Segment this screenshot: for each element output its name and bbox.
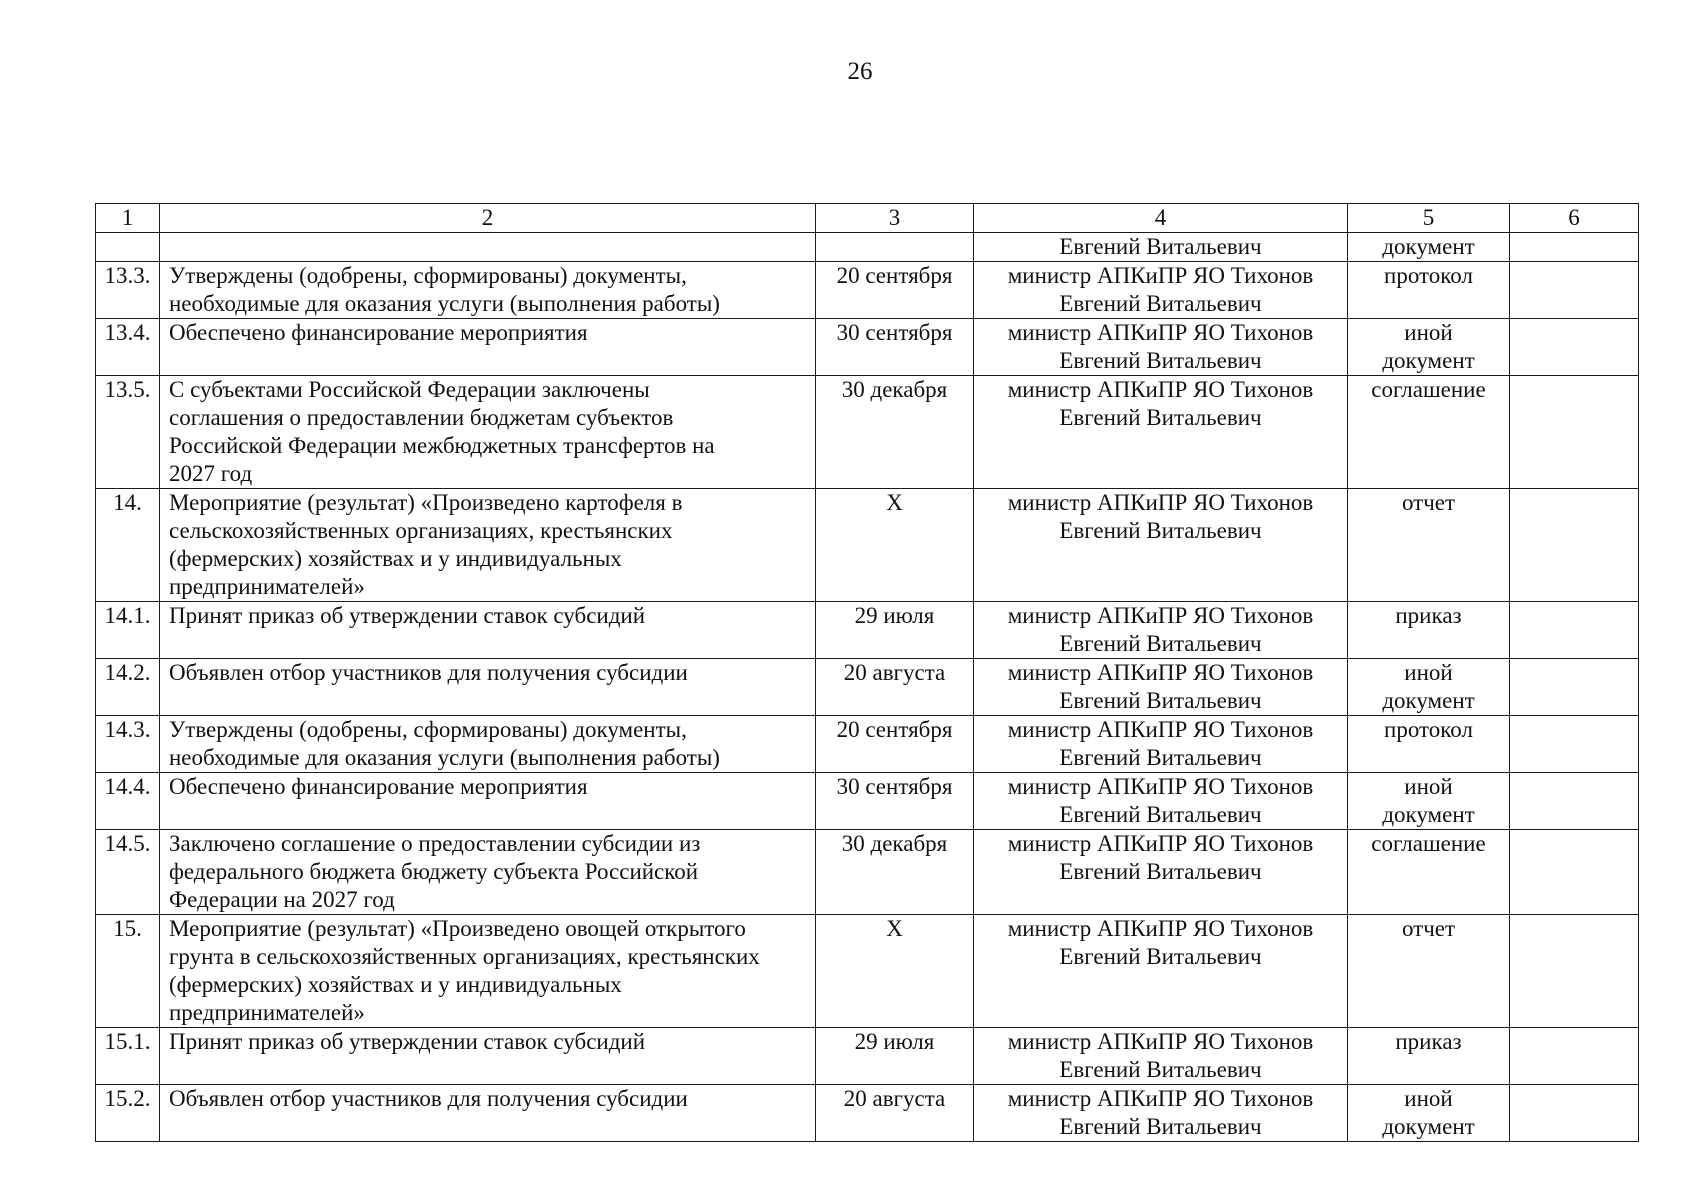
table-row (96, 376, 1639, 489)
table-row (96, 1028, 1639, 1085)
table-row (96, 233, 1639, 262)
responsible-person (974, 716, 1348, 773)
responsible-person (974, 489, 1348, 602)
row-number: 14.4. (96, 773, 160, 830)
note-cell (1510, 1085, 1639, 1142)
activity-plan-table (95, 203, 1639, 1142)
document-type-line: отчет (1401, 490, 1456, 515)
deadline-date (816, 233, 974, 262)
table-row (96, 602, 1639, 659)
document-type (1348, 319, 1510, 376)
activity-name-line: федерального бюджета бюджету субъекта Российской (169, 859, 699, 884)
document-type-line: документ (1382, 688, 1475, 713)
responsible-person-line: Евгений Витальевич (1059, 518, 1262, 543)
activity-name (160, 233, 816, 262)
row-number: 14.3. (96, 716, 160, 773)
column-header-2: 2 (160, 204, 816, 233)
activity-name (160, 262, 816, 319)
table-row (96, 830, 1639, 915)
responsible-person-line: министр АПКиПР ЯО Тихонов (1007, 660, 1314, 685)
activity-name-line: Принят приказ об утверждении ставок субсидий (169, 1029, 646, 1054)
table-row (96, 659, 1639, 716)
responsible-person-line: министр АПКиПР ЯО Тихонов (1007, 831, 1314, 856)
document-type (1348, 1085, 1510, 1142)
responsible-person-line: Евгений Витальевич (1059, 944, 1262, 969)
document-type-line: соглашение (1371, 377, 1486, 402)
activity-name (160, 915, 816, 1028)
row-number: 13.4. (96, 319, 160, 376)
row-number: 15. (96, 915, 160, 1028)
activity-name (160, 830, 816, 915)
activity-name-line: Мероприятие (результат) «Произведено картофеля в (169, 490, 683, 515)
deadline-date: 30 сентября (816, 319, 974, 376)
responsible-person (974, 262, 1348, 319)
row-number: 14.1. (96, 602, 160, 659)
responsible-person (974, 659, 1348, 716)
activity-name-line: соглашения о предоставлении бюджетам субъектов (169, 405, 674, 430)
document-type (1348, 489, 1510, 602)
deadline-date: 30 декабря (816, 376, 974, 489)
responsible-person-line: Евгений Витальевич (1059, 1057, 1262, 1082)
responsible-person-line: Евгений Витальевич (1059, 234, 1262, 259)
activity-name (160, 1028, 816, 1085)
activity-name-line: необходимые для оказания услуги (выполнения работы) (169, 291, 720, 316)
table-row (96, 915, 1639, 1028)
document-type-line: документ (1382, 1114, 1475, 1139)
column-header-3: 3 (816, 204, 974, 233)
row-number: 13.3. (96, 262, 160, 319)
note-cell (1510, 1028, 1639, 1085)
document-type-line: протокол (1384, 717, 1473, 742)
responsible-person-line: Евгений Витальевич (1059, 802, 1262, 827)
activity-name-line: (фермерских) хозяйствах и у индивидуальных (169, 972, 622, 997)
responsible-person-line: Евгений Витальевич (1059, 859, 1262, 884)
activity-name-line: необходимые для оказания услуги (выполнения работы) (169, 745, 720, 770)
responsible-person-line: Евгений Витальевич (1059, 348, 1262, 373)
activity-name-line: грунта в сельскохозяйственных организациях, крестьянских (169, 944, 760, 969)
activity-name (160, 659, 816, 716)
document-type (1348, 915, 1510, 1028)
responsible-person-line: Евгений Витальевич (1059, 405, 1262, 430)
responsible-person (974, 233, 1348, 262)
document-type-line: иной (1404, 660, 1453, 685)
responsible-person-line: министр АПКиПР ЯО Тихонов (1007, 916, 1314, 941)
document-type (1348, 659, 1510, 716)
document-type (1348, 773, 1510, 830)
responsible-person-line: Евгений Витальевич (1059, 688, 1262, 713)
responsible-person-line: Евгений Витальевич (1059, 1114, 1262, 1139)
activity-name-line: Объявлен отбор участников для получения субсидии (169, 1086, 688, 1111)
responsible-person (974, 915, 1348, 1028)
note-cell (1510, 376, 1639, 489)
document-type (1348, 716, 1510, 773)
column-header-4: 4 (974, 204, 1348, 233)
deadline-date: 20 августа (816, 659, 974, 716)
document-type (1348, 1028, 1510, 1085)
page-number: 26 (847, 58, 873, 85)
responsible-person-line: министр АПКиПР ЯО Тихонов (1007, 603, 1314, 628)
responsible-person-line: министр АПКиПР ЯО Тихонов (1007, 717, 1314, 742)
responsible-person (974, 773, 1348, 830)
deadline-date: 30 сентября (816, 773, 974, 830)
responsible-person-line: министр АПКиПР ЯО Тихонов (1007, 263, 1314, 288)
deadline-date: 29 июля (816, 602, 974, 659)
note-cell (1510, 915, 1639, 1028)
note-cell (1510, 602, 1639, 659)
responsible-person-line: Евгений Витальевич (1059, 291, 1262, 316)
deadline-date: 20 сентября (816, 716, 974, 773)
document-type (1348, 830, 1510, 915)
activity-name-line: предпринимателей» (169, 574, 365, 599)
document-type (1348, 233, 1510, 262)
responsible-person-line: Евгений Витальевич (1059, 631, 1262, 656)
document-type-line: протокол (1384, 263, 1473, 288)
activity-name (160, 716, 816, 773)
activity-name-line: Обеспечено финансирование мероприятия (169, 320, 588, 345)
deadline-date: 20 сентября (816, 262, 974, 319)
responsible-person (974, 1085, 1348, 1142)
activity-name-line: Обеспечено финансирование мероприятия (169, 774, 588, 799)
activity-name (160, 376, 816, 489)
document-type-line: иной (1404, 774, 1453, 799)
table-row (96, 262, 1639, 319)
row-number: 14. (96, 489, 160, 602)
activity-name (160, 489, 816, 602)
activity-name-line: Федерации на 2027 год (169, 887, 395, 912)
table-row (96, 319, 1639, 376)
responsible-person (974, 830, 1348, 915)
deadline-date: 29 июля (816, 1028, 974, 1085)
note-cell (1510, 659, 1639, 716)
table-row (96, 489, 1639, 602)
document-type-line: документ (1382, 234, 1475, 259)
table-row (96, 716, 1639, 773)
document-type-line: соглашение (1371, 831, 1486, 856)
activity-name (160, 773, 816, 830)
document-type (1348, 602, 1510, 659)
note-cell (1510, 716, 1639, 773)
document-type-line: документ (1382, 802, 1475, 827)
row-number: 15.2. (96, 1085, 160, 1142)
table-row (96, 1085, 1639, 1142)
responsible-person-line: министр АПКиПР ЯО Тихонов (1007, 490, 1314, 515)
note-cell (1510, 489, 1639, 602)
row-number: 14.2. (96, 659, 160, 716)
deadline-date: Х (816, 915, 974, 1028)
document-type-line: отчет (1401, 916, 1456, 941)
note-cell (1510, 262, 1639, 319)
row-number: 13.5. (96, 376, 160, 489)
column-header-6: 6 (1510, 204, 1639, 233)
row-number (96, 233, 160, 262)
activity-name (160, 1085, 816, 1142)
activity-name (160, 602, 816, 659)
responsible-person (974, 602, 1348, 659)
note-cell (1510, 773, 1639, 830)
deadline-date: 30 декабря (816, 830, 974, 915)
deadline-date: Х (816, 489, 974, 602)
activity-name-line: Мероприятие (результат) «Произведено овощей открытого (169, 916, 746, 941)
responsible-person-line: министр АПКиПР ЯО Тихонов (1007, 377, 1314, 402)
responsible-person-line: министр АПКиПР ЯО Тихонов (1007, 320, 1314, 345)
responsible-person-line: министр АПКиПР ЯО Тихонов (1007, 1029, 1314, 1054)
column-header-1: 1 (96, 204, 160, 233)
row-number: 15.1. (96, 1028, 160, 1085)
activity-name-line: Утверждены (одобрены, сформированы) документы, (169, 717, 687, 742)
activity-name (160, 319, 816, 376)
table-body (96, 204, 1639, 1142)
activity-name-line: Заключено соглашение о предоставлении субсидии из (169, 831, 701, 856)
activity-name-line: сельскохозяйственных организациях, крестьянских (169, 518, 673, 543)
activity-name-line: 2027 год (169, 461, 253, 486)
deadline-date: 20 августа (816, 1085, 974, 1142)
responsible-person (974, 319, 1348, 376)
document-type-line: приказ (1395, 603, 1462, 628)
responsible-person-line: Евгений Витальевич (1059, 745, 1262, 770)
document-type-line: иной (1404, 1086, 1453, 1111)
activity-name-line: Утверждены (одобрены, сформированы) документы, (169, 263, 687, 288)
activity-name-line: предпринимателей» (169, 1000, 365, 1025)
activity-name-line: Российской Федерации межбюджетных трансфертов на (169, 433, 715, 458)
activity-name-line: (фермерских) хозяйствах и у индивидуальных (169, 546, 622, 571)
document-type-line: иной (1404, 320, 1453, 345)
activity-name-line: Принят приказ об утверждении ставок субсидий (169, 603, 646, 628)
document-type (1348, 262, 1510, 319)
document-type-line: документ (1382, 348, 1475, 373)
responsible-person (974, 1028, 1348, 1085)
note-cell (1510, 233, 1639, 262)
responsible-person-line: министр АПКиПР ЯО Тихонов (1007, 774, 1314, 799)
activity-name-line: Объявлен отбор участников для получения субсидии (169, 660, 688, 685)
note-cell (1510, 830, 1639, 915)
document-type (1348, 376, 1510, 489)
table-row (96, 773, 1639, 830)
row-number: 14.5. (96, 830, 160, 915)
document-type-line: приказ (1395, 1029, 1462, 1054)
responsible-person (974, 376, 1348, 489)
activity-name-line: С субъектами Российской Федерации заключены (169, 377, 650, 402)
responsible-person-line: министр АПКиПР ЯО Тихонов (1007, 1086, 1314, 1111)
column-header-5: 5 (1348, 204, 1510, 233)
table-header-row (96, 204, 1639, 233)
note-cell (1510, 319, 1639, 376)
